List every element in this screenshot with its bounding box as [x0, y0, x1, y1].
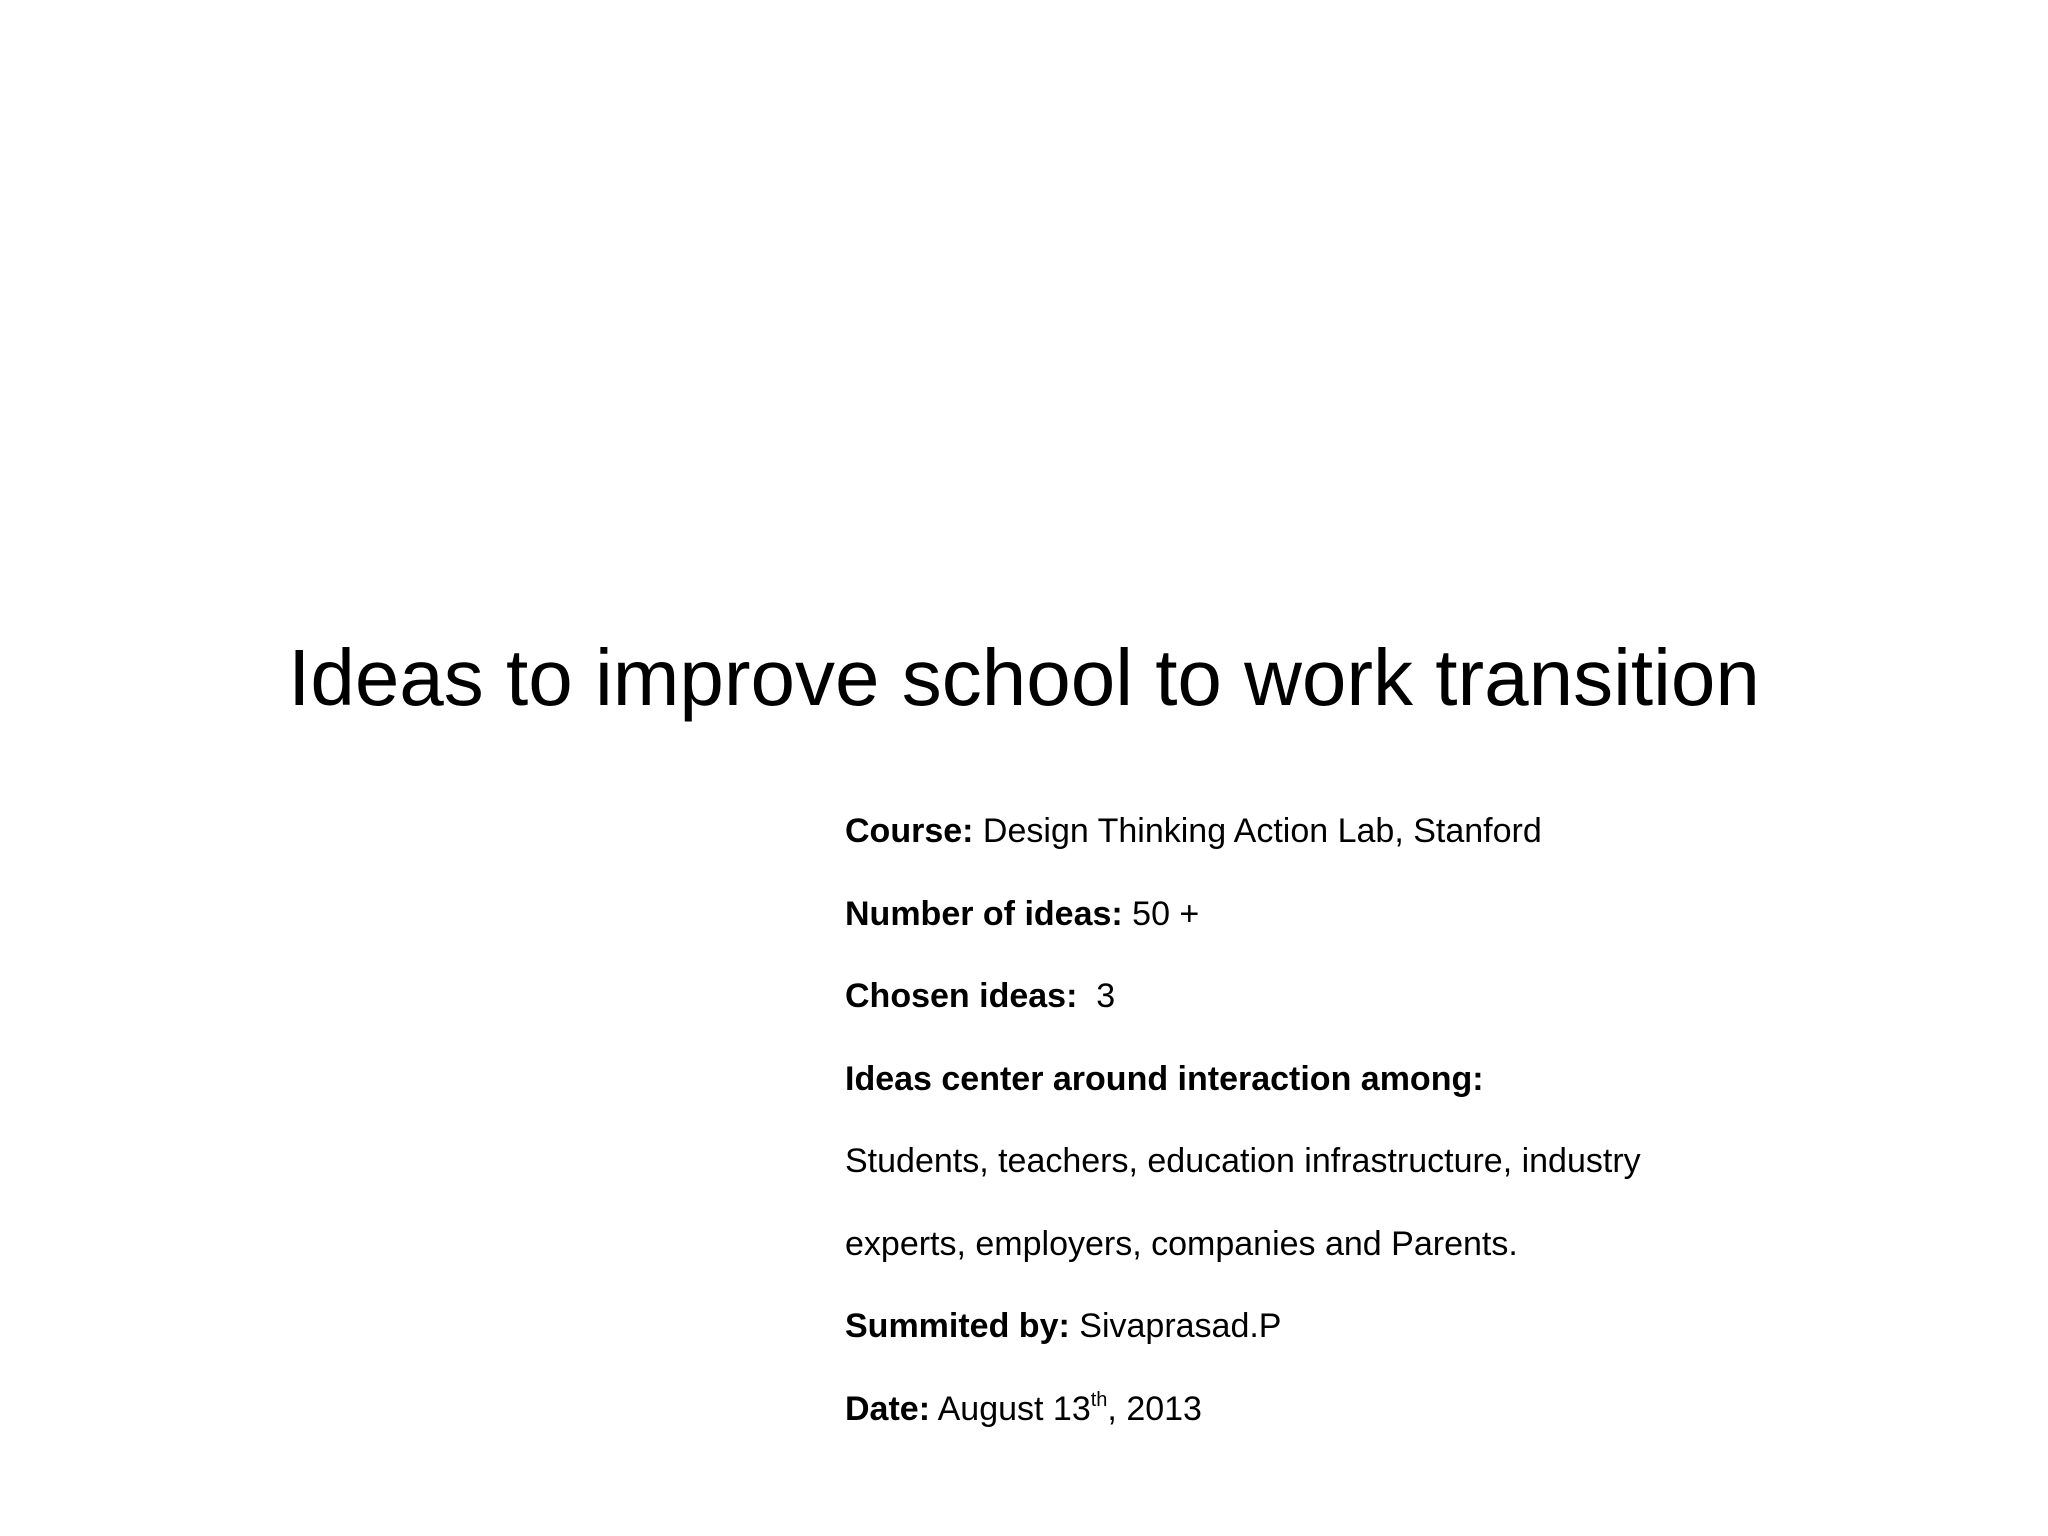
course-value: Design Thinking Action Lab, Stanford: [982, 812, 1542, 850]
ideas-center-line: [845, 1038, 1995, 1121]
slide-details: [845, 790, 1995, 1450]
submitted-by-value: Sivaprasad.P: [1079, 1307, 1282, 1345]
date-value-main: August 13: [937, 1389, 1091, 1428]
chosen-ideas-label: Chosen ideas:: [845, 977, 1078, 1015]
participants-text-1: Students, teachers, education infrastructure, industry: [845, 1142, 1641, 1180]
ideas-center-label: Ideas center around interaction among:: [845, 1059, 1484, 1098]
course-line: [845, 790, 1995, 873]
slide-title: Ideas to improve school to work transition: [288, 633, 1760, 722]
participants-text-2: experts, employers, companies and Parents.: [845, 1224, 1518, 1263]
chosen-ideas-line: [845, 955, 1995, 1038]
submitted-by-label: Summited by:: [845, 1307, 1070, 1345]
date-value: [938, 1390, 1202, 1428]
chosen-ideas-value: 3: [1096, 977, 1116, 1015]
course-label: Course:: [845, 812, 974, 850]
date-label: Date:: [845, 1389, 931, 1428]
number-of-ideas-value: 50 +: [1132, 894, 1200, 933]
participants-line-1: [845, 1120, 1995, 1203]
date-line: [845, 1368, 1995, 1451]
submitted-by-line: [845, 1285, 1995, 1368]
participants-line-2: [845, 1203, 1995, 1286]
date-value-tail: , 2013: [1107, 1389, 1202, 1428]
number-of-ideas-line: [845, 873, 1995, 956]
number-of-ideas-label: Number of ideas:: [845, 894, 1123, 933]
date-ordinal-suffix: th: [1090, 1388, 1108, 1411]
